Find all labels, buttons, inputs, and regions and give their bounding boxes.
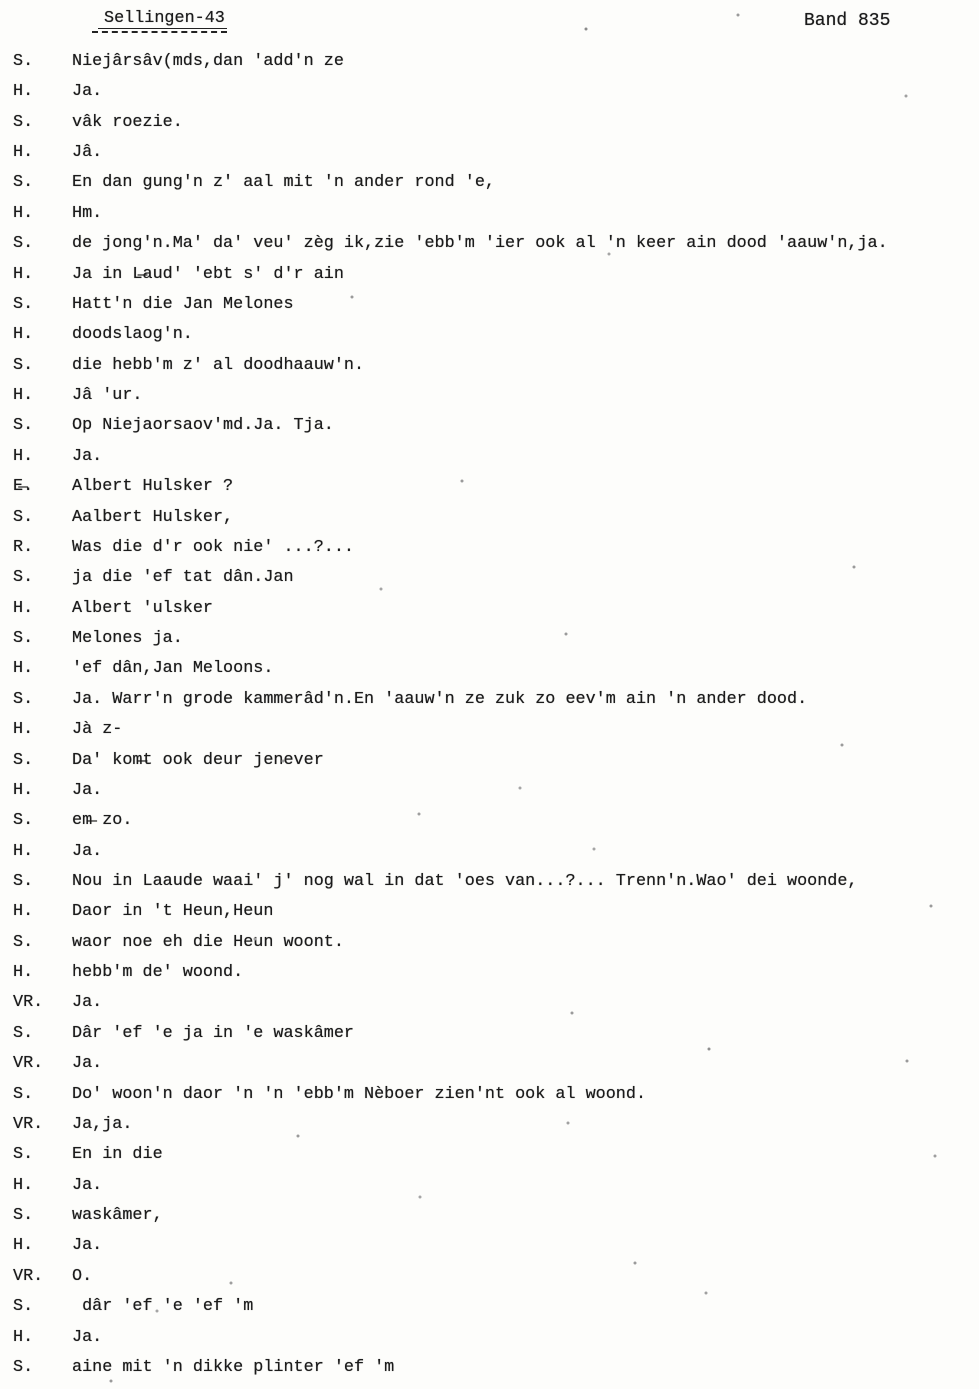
speaker-label: VR.	[13, 1054, 44, 1074]
line-text: em̶ zo.	[72, 811, 133, 831]
speaker-label: H.	[13, 720, 34, 740]
line-text: Ja.	[72, 841, 103, 861]
line-text: Jà z-	[72, 720, 123, 740]
speaker-label: H.	[13, 598, 34, 618]
line-text: Da' kom̶t ook deur jenever	[72, 750, 324, 770]
speaker-label: H.	[13, 659, 34, 679]
line-text: Albert Hulsker ?	[72, 477, 234, 497]
dialogue-line	[13, 1358, 394, 1378]
dialogue-line	[13, 295, 294, 315]
speaker-label: E̶.	[13, 477, 34, 497]
speaker-label: S.	[13, 1357, 34, 1377]
dialogue-line	[13, 568, 294, 588]
line-text: ja die 'ef tat dân.Jan	[72, 568, 294, 588]
dialogue-line	[13, 781, 102, 801]
speaker-label: R.	[13, 537, 34, 557]
speaker-label: H.	[13, 963, 34, 983]
speaker-label: S.	[13, 629, 34, 649]
line-text: Ja.	[72, 446, 103, 466]
speaker-label: S.	[13, 1023, 34, 1043]
speaker-label: S.	[13, 1206, 34, 1226]
scan-specks-decoration	[0, 0, 2, 2]
dialogue-line	[13, 1085, 646, 1105]
dialogue-line	[13, 82, 102, 102]
line-text: Jâ.	[72, 143, 103, 163]
speaker-label: S.	[13, 416, 34, 436]
line-text: Hm.	[72, 203, 103, 223]
line-text: Daor in 't Heun,Heun	[72, 902, 274, 922]
dialogue-line	[13, 1176, 102, 1196]
line-text: Aalbert Hulsker,	[72, 507, 234, 527]
line-text: Hatt'n die Jan Melones	[72, 294, 294, 314]
dialogue-line	[13, 1024, 354, 1044]
line-text: Ja,ja.	[72, 1114, 133, 1134]
dialogue-line	[13, 234, 888, 254]
line-text: dâr 'ef 'e 'ef 'm	[72, 1297, 254, 1317]
line-text: hebb'm de' woond.	[72, 963, 244, 983]
speaker-label: S.	[13, 568, 34, 588]
speaker-label: H.	[13, 1236, 34, 1256]
line-text: Jâ 'ur.	[72, 386, 143, 406]
dialogue-line	[13, 477, 233, 497]
speaker-label: H.	[13, 841, 34, 861]
speaker-label: VR.	[13, 1266, 44, 1286]
dialogue-line	[13, 720, 122, 740]
dialogue-line	[13, 1297, 253, 1317]
line-text: vâk roezie.	[72, 112, 183, 132]
speaker-label: S.	[13, 811, 34, 831]
speaker-label: H.	[13, 902, 34, 922]
speaker-label: H.	[13, 386, 34, 406]
line-text: Do' woon'n daor 'n 'n 'ebb'm Nèboer zien'nt ook al woond.	[72, 1084, 647, 1104]
dialogue-line	[13, 265, 344, 285]
line-text: waskâmer,	[72, 1206, 163, 1226]
line-text: die hebb'm z' al doodhaauw'n.	[72, 355, 365, 375]
line-text: En dan gung'n z' aal mit 'n ander rond 'e,	[72, 173, 495, 193]
dialogue-line	[13, 963, 243, 983]
dialogue-line	[13, 508, 233, 528]
speaker-label: S.	[13, 871, 34, 891]
speaker-label: S.	[13, 234, 34, 254]
dialogue-line	[13, 356, 364, 376]
speaker-label: S.	[13, 355, 34, 375]
dialogue-line	[13, 1115, 132, 1135]
line-text: Albert 'ulsker	[72, 598, 213, 618]
line-text: Ja. Warr'n grode kammerâd'n.En 'aauw'n ze zuk zo eev'm ain 'n ander dood.	[72, 689, 808, 709]
speaker-label: S.	[13, 1145, 34, 1165]
line-text: Op Niejaorsaov'md.Ja. Tja.	[72, 416, 334, 436]
line-text: Nou in Laaude waai' j' nog wal in dat 'oes van...?... Trenn'n.Wao' dei woonde,	[72, 871, 858, 891]
dialogue-line	[13, 1145, 163, 1165]
line-text: de jong'n.Ma' da' veu' zèg ik,zie 'ebb'm 'ier ook al 'n keer ain dood 'aauw'n,ja.	[72, 234, 888, 254]
line-text: Ja in L̶aud' 'ebt s' d'r ain	[72, 264, 344, 284]
speaker-label: H.	[13, 1175, 34, 1195]
dialogue-line	[13, 386, 143, 406]
speaker-label: S.	[13, 750, 34, 770]
dialogue-line	[13, 1054, 102, 1074]
dialogue-line	[13, 204, 102, 224]
line-text: En in die	[72, 1145, 163, 1165]
line-text: Ja.	[72, 82, 103, 102]
line-text: aine mit 'n dikke plinter 'ef 'm	[72, 1357, 395, 1377]
speaker-label: S.	[13, 932, 34, 952]
line-text: Ja.	[72, 1236, 103, 1256]
dialogue-line	[13, 1206, 163, 1226]
speaker-label: S.	[13, 294, 34, 314]
dialogue-line	[13, 325, 193, 345]
line-text: Ja.	[72, 1327, 103, 1347]
dialogue-line	[13, 52, 344, 72]
speaker-label: H.	[13, 325, 34, 345]
dialogue-line	[13, 902, 273, 922]
speaker-label: S.	[13, 173, 34, 193]
dialogue-line	[13, 659, 273, 679]
dialogue-line	[13, 143, 102, 163]
dialogue-line	[13, 173, 495, 193]
header-band: Band 835	[804, 11, 891, 31]
header-title: Sellingen-43	[98, 9, 227, 29]
line-text: doodslaog'n.	[72, 325, 193, 345]
dialogue-line	[13, 447, 102, 467]
dialogue-line	[13, 1328, 102, 1348]
speaker-label: H.	[13, 780, 34, 800]
dialogue-line	[13, 1236, 102, 1256]
speaker-label: VR.	[13, 1114, 44, 1134]
speaker-label: H.	[13, 143, 34, 163]
line-text: waor noe eh die Heun woont.	[72, 932, 344, 952]
dialogue-line	[13, 629, 183, 649]
line-text: O.	[72, 1266, 93, 1286]
dialogue-line	[13, 416, 334, 436]
speaker-label: H.	[13, 82, 34, 102]
speaker-label: S.	[13, 112, 34, 132]
speaker-label: H.	[13, 264, 34, 284]
dialogue-line	[13, 599, 213, 619]
speaker-label: H.	[13, 203, 34, 223]
speaker-label: H.	[13, 446, 34, 466]
line-text: Dâr 'ef 'e ja in 'e waskâmer	[72, 1023, 354, 1043]
speaker-label: S.	[13, 52, 34, 71]
speaker-label: H.	[13, 1327, 34, 1347]
line-text: Ja.	[72, 993, 103, 1013]
speaker-label: S.	[13, 689, 34, 709]
line-text: Was die d'r ook nie' ...?...	[72, 537, 354, 557]
dialogue-line	[13, 1267, 92, 1287]
line-text: Ja.	[72, 1175, 103, 1195]
line-text: Ja.	[72, 1054, 103, 1074]
speaker-label: VR.	[13, 993, 44, 1013]
line-text: Ja.	[72, 780, 103, 800]
dialogue-line	[13, 811, 132, 831]
dialogue-line	[13, 113, 183, 133]
line-text: Niejârsâv(mds,dan 'add'n ze	[72, 52, 344, 71]
dialogue-line	[13, 690, 807, 710]
line-text: Melones ja.	[72, 629, 183, 649]
dialogue-line	[13, 933, 344, 953]
speaker-label: S.	[13, 507, 34, 527]
line-text: 'ef dân,Jan Meloons.	[72, 659, 274, 679]
speaker-label: S.	[13, 1084, 34, 1104]
dialogue-line	[13, 842, 102, 862]
dialogue-line	[13, 751, 324, 771]
dialogue-line	[13, 872, 858, 892]
dialogue-line	[13, 993, 102, 1013]
speaker-label: S.	[13, 1297, 34, 1317]
dialogue-line	[13, 538, 354, 558]
